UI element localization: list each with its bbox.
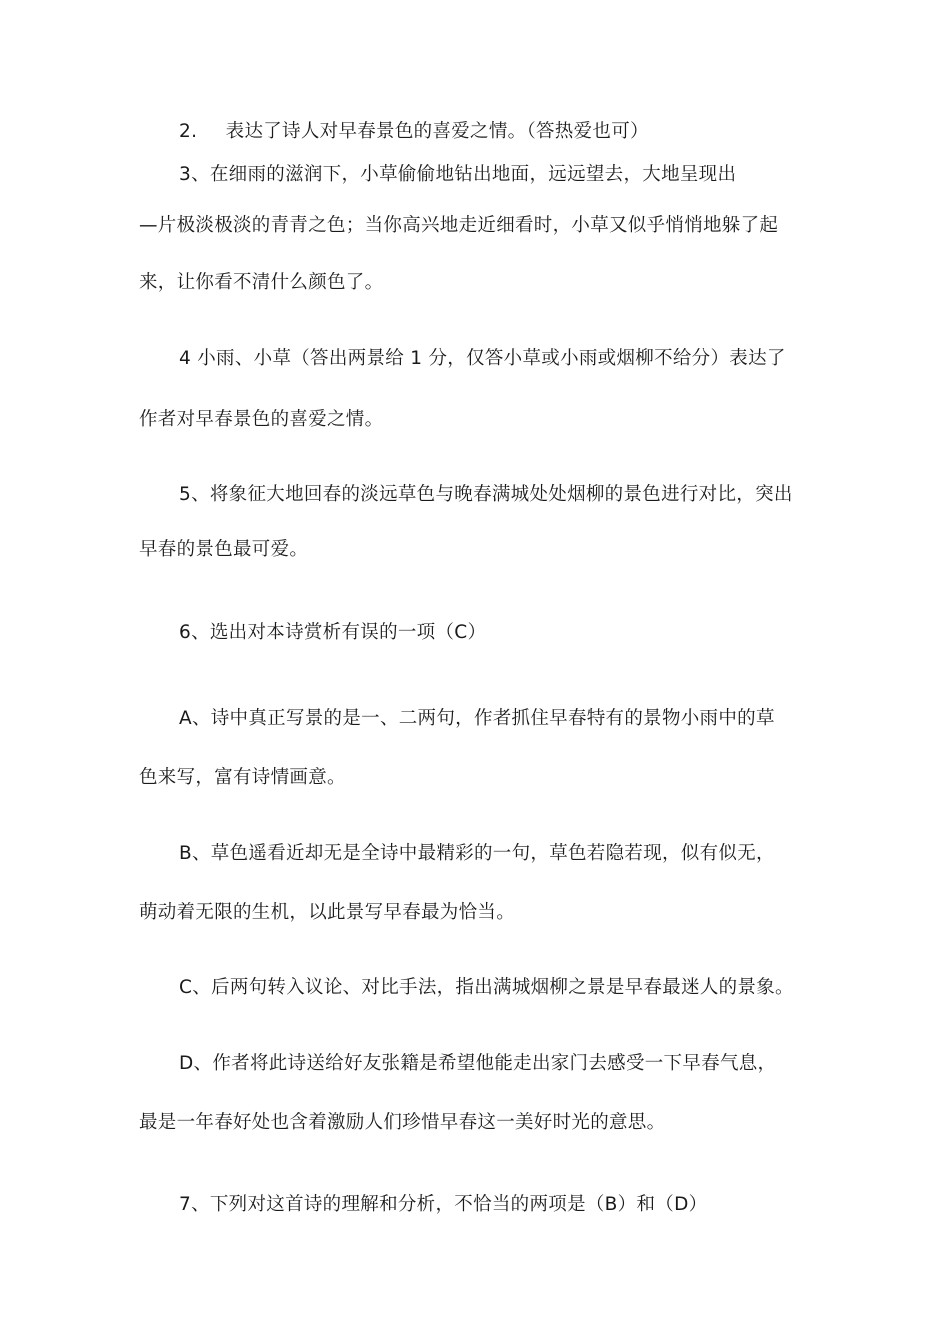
option-a-line-2: 色来写，富有诗情画意。 [139, 767, 346, 788]
option-b-line-2: 萌动着无限的生机，以此景写早春最为恰当。 [139, 902, 516, 923]
option-d-line-1: D、作者将此诗送给好友张籍是希望他能走出家门去感受一下早春气息， [179, 1053, 777, 1074]
answer-5-line-1: 5、将象征大地回春的淡远草色与晚春满城处处烟柳的景色进行对比，突出 [179, 484, 793, 505]
answer-4-line-2: 作者对早春景色的喜爱之情。 [139, 409, 384, 430]
question-7: 7、下列对这首诗的理解和分析，不恰当的两项是（B）和（D） [179, 1194, 708, 1215]
answer-4-line-1: 4 小雨、小草（答出两景给 1 分，仅答小草或小雨或烟柳不给分）表达了 [179, 348, 786, 369]
question-6: 6、选出对本诗赏析有误的一项（C） [179, 622, 487, 643]
answer-3-line-2: —片极淡极淡的青青之色；当你高兴地走近细看时，小草又似乎悄悄地躲了起 [139, 215, 779, 236]
option-b-line-1: B、草色遥看近却无是全诗中最精彩的一句，草色若隐若现，似有似无， [179, 843, 775, 864]
option-d-line-2: 最是一年春好处也含着激励人们珍惜早春这一美好时光的意思。 [139, 1112, 666, 1133]
answer-5-line-2: 早春的景色最可爱。 [139, 539, 309, 560]
option-c: C、后两句转入议论、对比手法，指出满城烟柳之景是早春最迷人的景象。 [179, 977, 794, 998]
answer-2-text: 表达了诗人对早春景色的喜爱之情。（答热爱也可） [225, 121, 649, 142]
answer-3-line-3: 来，让你看不清什么颜色了。 [139, 272, 384, 293]
answer-2-number: 2. [179, 121, 198, 142]
answer-2 [179, 120, 649, 144]
answer-3-line-1: 3、在细雨的滋润下，小草偷偷地钻出地面，远远望去，大地呈现出 [179, 164, 737, 185]
option-a-line-1: A、诗中真正写景的是一、二两句，作者抓住早春特有的景物小雨中的草 [179, 708, 775, 729]
